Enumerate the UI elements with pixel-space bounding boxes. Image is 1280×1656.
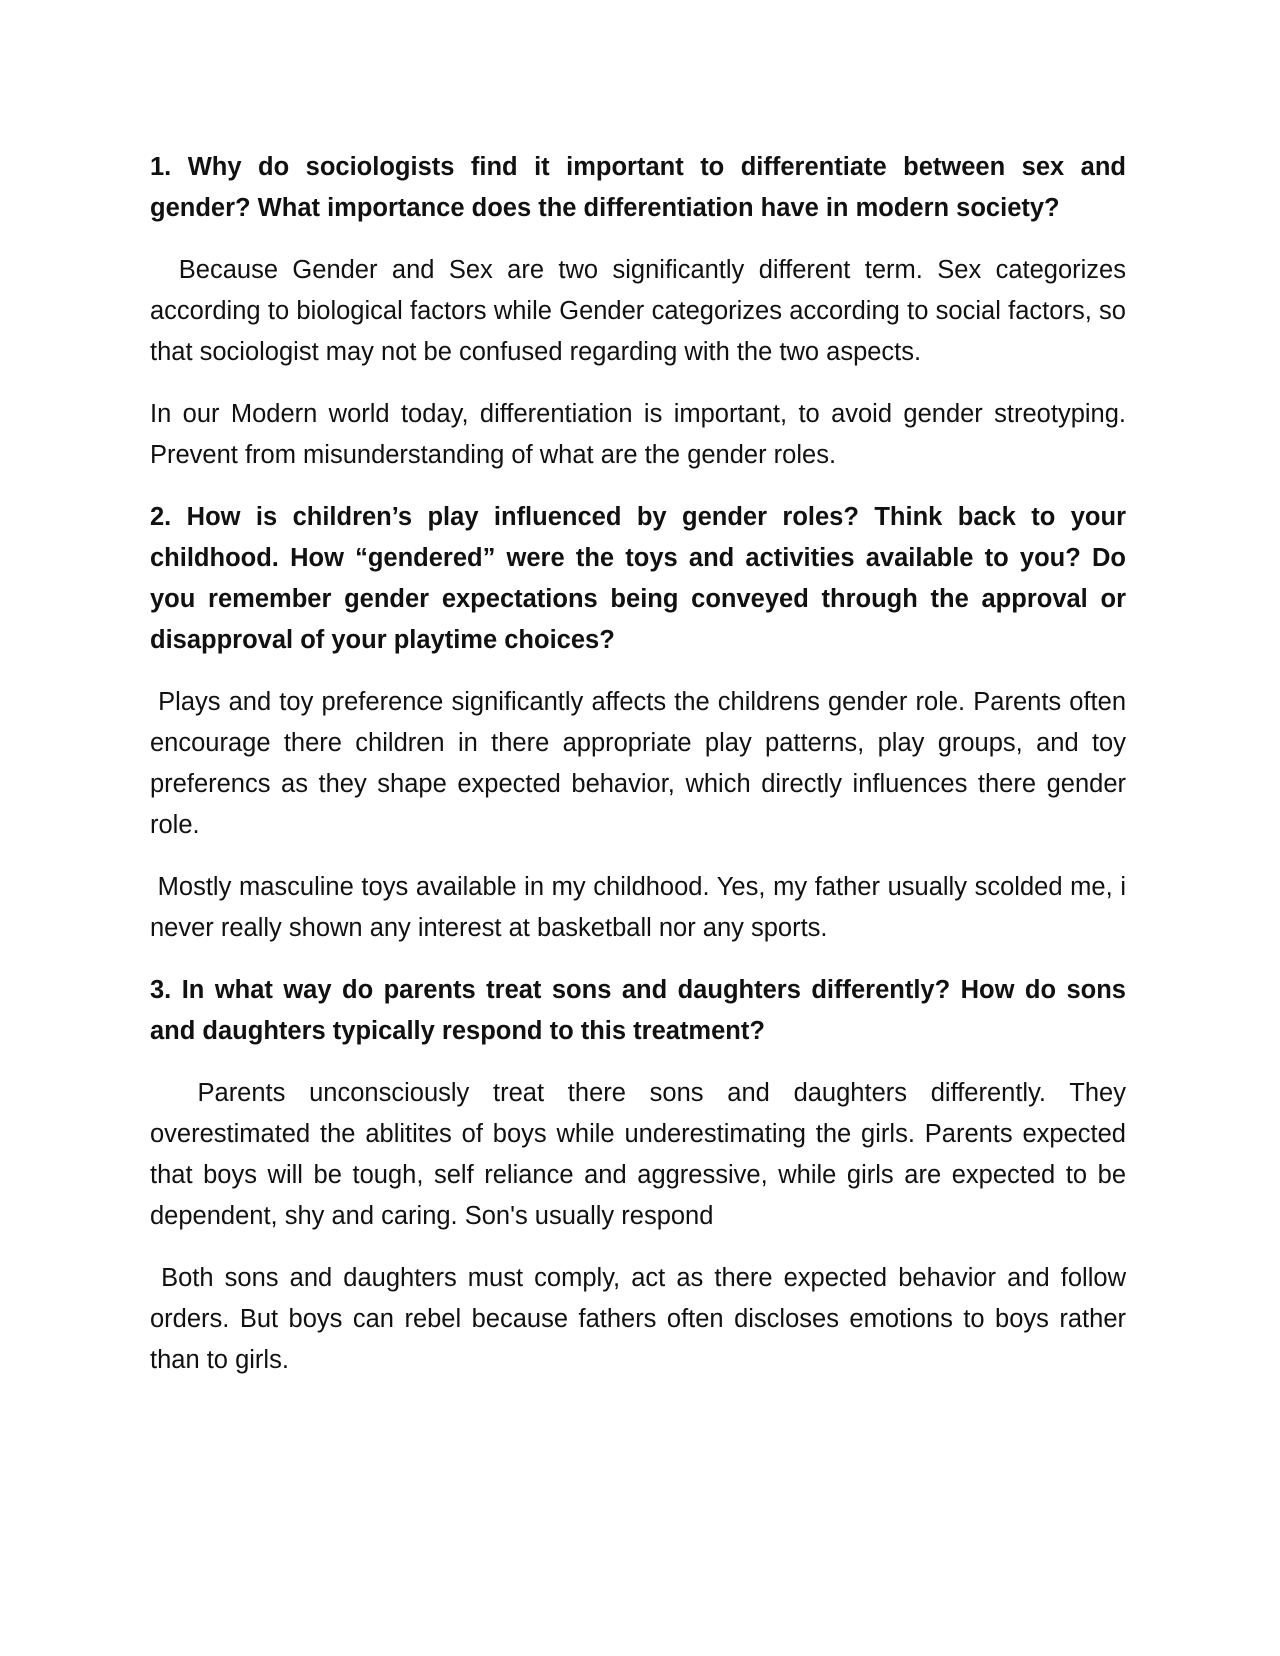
question-2: 2. How is children’s play influenced by gender roles? Think back to your childhood. How “gendered” were the toys and activities available to you? Do you remember gender expectations being conveyed through the approval or disapproval of your playtime choices? [150, 503, 1126, 654]
answer-3-paragraph-1: Parents unconsciously treat there sons and daughters differently. They overestimated the ablitites of boys while underestimating the girls. Parents expected that boys will be tough, self reliance and aggressive, while girls are expected to be dependent, shy and caring. Son's usually respond [150, 1079, 1134, 1230]
answer-3-paragraph-2: Both sons and daughters must comply, act as there expected behavior and follow orders. But boys can rebel because fathers often discloses emotions to boys rather than to girls. [150, 1264, 1134, 1374]
answer-1-paragraph-2: In our Modern world today, differentiation is important, to avoid gender streotyping. Prevent from misunderstanding of what are the gender roles. [150, 400, 1134, 469]
answer-2-paragraph-2: Mostly masculine toys available in my childhood. Yes, my father usually scolded me, i never really shown any interest at basketball nor any sports. [150, 873, 1134, 942]
question-3: 3. In what way do parents treat sons and daughters differently? How do sons and daughters typically respond to this treatment? [150, 976, 1126, 1045]
answer-1-paragraph-1: Because Gender and Sex are two significantly different term. Sex categorizes according to biological factors while Gender categorizes according to social factors, so that sociologist may not be confused regarding with the two aspects. [150, 256, 1134, 366]
answer-2-paragraph-1: Plays and toy preference significantly affects the childrens gender role. Parents often encourage there children in there appropriate play patterns, play groups, and toy preferencs as they shape expected behavior, which directly influences there gender role. [150, 688, 1134, 839]
question-1: 1. Why do sociologists find it important to differentiate between sex and gender? What importance does the differentiation have in modern society? [150, 153, 1126, 222]
document-body [150, 147, 1134, 1402]
